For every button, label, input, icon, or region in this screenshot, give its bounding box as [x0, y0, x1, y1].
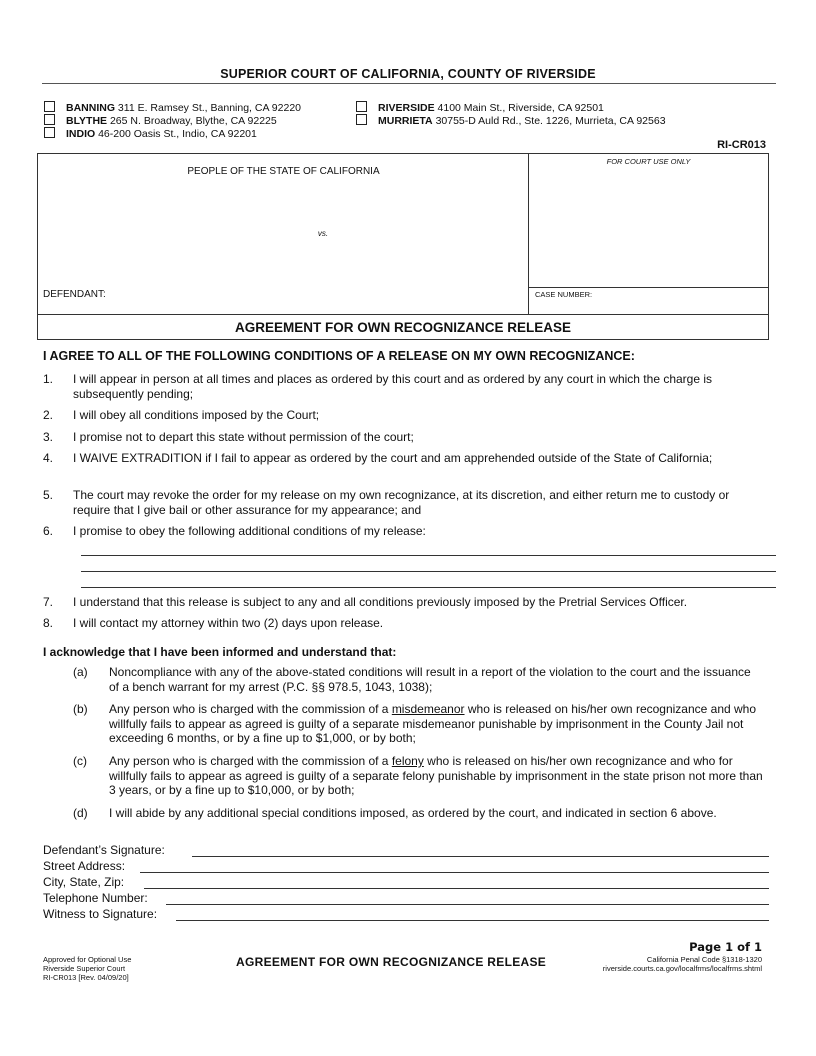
text-post: who is released on his/her own recognizance and who for willfully fails to appear as agreed is guilty of a separate felony punishable by imprisonment in the state prison not more than 3 years, or by a fine up to $10,000, or by both; [109, 754, 763, 797]
text-post: who is released on his/her own recognizance and who willfully fails to appear as agreed is guilty of a separate misdemeanor punishable by imprisonment in the County Jail not exceeding 6 months, or by a fine up to $1,000, or by both; [109, 702, 757, 745]
murrieta-checkbox[interactable] [356, 114, 367, 125]
condition-item [43, 372, 763, 401]
riverside-checkbox[interactable] [356, 101, 367, 112]
item-number: (a) [73, 665, 88, 679]
item-number: (b) [73, 702, 88, 716]
defendant-signature-label: Defendant’s Signature: [43, 843, 165, 857]
item-text: I promise to obey the following additional conditions of my release: [73, 524, 426, 538]
condition-item [43, 616, 763, 631]
condition-item [43, 408, 763, 423]
item-text [109, 702, 763, 746]
condition-item [43, 488, 763, 517]
indio-checkbox[interactable] [44, 127, 55, 138]
location-blythe[interactable] [44, 114, 277, 128]
vs-label: vs. [317, 229, 329, 238]
court-title: SUPERIOR COURT OF CALIFORNIA, COUNTY OF RIVERSIDE [220, 67, 596, 81]
location-name: MURRIETA [378, 115, 433, 127]
page-number: Page 1 of 1 [689, 940, 762, 954]
court-use-box [529, 154, 768, 287]
condition-item [43, 451, 763, 466]
witness-field[interactable] [176, 920, 769, 921]
additional-conditions-line[interactable] [81, 587, 776, 588]
item-number: 3. [43, 430, 54, 444]
location-riverside[interactable] [356, 101, 604, 115]
item-number: 6. [43, 524, 54, 538]
item-text: I promise not to depart this state without permission of the court; [73, 430, 414, 444]
street-address-field[interactable] [140, 872, 769, 873]
telephone-field[interactable] [166, 904, 769, 905]
item-number: (c) [73, 754, 87, 768]
divider [42, 83, 776, 84]
telephone-label: Telephone Number: [43, 891, 148, 905]
footer-court: Riverside Superior Court [43, 964, 126, 973]
item-number: 1. [43, 372, 54, 386]
acknowledge-item-c [73, 754, 763, 798]
item-text: The court may revoke the order for my release on my own recognizance, at its discretion, and either return me to custody or require that I give bail or other assurance for my appearance; and [73, 488, 730, 517]
acknowledge-item-b [73, 702, 763, 746]
additional-conditions-line[interactable] [81, 571, 776, 572]
footer-revision: RI-CR013 [Rev. 04/09/20] [43, 973, 129, 982]
case-parties-box [38, 154, 529, 314]
item-text: I will abide by any additional special conditions imposed, as ordered by the court, and indicated in section 6 above. [109, 806, 717, 820]
form-title: AGREEMENT FOR OWN RECOGNIZANCE RELEASE [38, 314, 768, 340]
city-state-zip-label: City, State, Zip: [43, 875, 125, 889]
condition-item [43, 595, 783, 610]
item-text: I will appear in person at all times and places as ordered by this court and as ordered by any court in which the charge is subsequently pending; [73, 372, 713, 401]
item-text: Noncompliance with any of the above-stated conditions will result in a report of the violation to the court and the issuance of a bench warrant for my arrest (P.C. §§ 978.5, 1043, 1038); [109, 665, 751, 694]
defendant-label: DEFENDANT: [43, 289, 106, 300]
footer-url[interactable]: riverside.courts.ca.gov/localfrms/localfrms.shtml [602, 964, 762, 973]
location-address: 4100 Main St., Riverside, CA 92501 [437, 102, 604, 114]
location-murrieta[interactable] [356, 114, 666, 128]
witness-label: Witness to Signature: [43, 907, 158, 921]
item-number: 7. [43, 595, 54, 609]
felony-word: felony [391, 754, 424, 768]
location-indio[interactable] [44, 127, 257, 141]
acknowledge-item-a [73, 665, 763, 694]
footer-penal-code: California Penal Code §1318-1320 [646, 955, 762, 964]
acknowledge-item-d [73, 806, 763, 821]
acknowledge-heading: I acknowledge that I have been informed and understand that: [43, 645, 397, 659]
item-text: I understand that this release is subject to any and all conditions previously imposed by the Pretrial Services Officer. [73, 595, 688, 609]
item-number: 2. [43, 408, 54, 422]
conditions-heading: I AGREE TO ALL OF THE FOLLOWING CONDITIONS OF A RELEASE ON MY OWN RECOGNIZANCE: [43, 349, 635, 363]
defendant-signature-field[interactable] [192, 856, 769, 857]
location-name: BANNING [66, 102, 115, 114]
case-number-field[interactable] [529, 287, 768, 314]
case-number-label: CASE NUMBER: [535, 290, 593, 299]
item-number: (d) [73, 806, 88, 820]
location-name: INDIO [66, 128, 96, 140]
item-number: 5. [43, 488, 54, 502]
footer-approved: Approved for Optional Use [43, 955, 132, 964]
item-text: I will obey all conditions imposed by the Court; [73, 408, 320, 422]
location-address: 265 N. Broadway, Blythe, CA 92225 [109, 115, 277, 127]
court-use-label: FOR COURT USE ONLY [606, 157, 691, 166]
location-address: 311 E. Ramsey St., Banning, CA 92220 [117, 102, 302, 114]
footer-right [603, 955, 762, 973]
condition-item [43, 524, 763, 539]
text-pre: Any person who is charged with the commission of a [109, 754, 392, 768]
location-name: RIVERSIDE [378, 102, 435, 114]
item-text: I will contact my attorney within two (2) days upon release. [73, 616, 384, 630]
location-banning[interactable] [44, 101, 301, 115]
banning-checkbox[interactable] [44, 101, 55, 112]
item-number: 4. [43, 451, 54, 465]
people-label: PEOPLE OF THE STATE OF CALIFORNIA [187, 166, 380, 177]
blythe-checkbox[interactable] [44, 114, 55, 125]
city-state-zip-field[interactable] [144, 888, 769, 889]
location-address: 30755-D Auld Rd., Ste. 1226, Murrieta, CA 92563 [435, 115, 666, 127]
item-text: I WAIVE EXTRADITION if I fail to appear as ordered by the court and am apprehended outside of the State of California; [73, 451, 713, 465]
text-pre: Any person who is charged with the commission of a [109, 702, 392, 716]
additional-conditions-line[interactable] [81, 555, 776, 556]
caption-box [37, 153, 769, 340]
item-text [109, 754, 763, 798]
street-address-label: Street Address: [43, 859, 126, 873]
form-number: RI-CR013 [717, 139, 766, 151]
footer-left [43, 955, 131, 982]
item-number: 8. [43, 616, 54, 630]
condition-item [43, 430, 763, 445]
misdemeanor-word: misdemeanor [391, 702, 465, 716]
footer-title: AGREEMENT FOR OWN RECOGNIZANCE RELEASE [236, 955, 547, 969]
location-name: BLYTHE [66, 115, 108, 127]
location-address: 46-200 Oasis St., Indio, CA 92201 [98, 128, 257, 140]
